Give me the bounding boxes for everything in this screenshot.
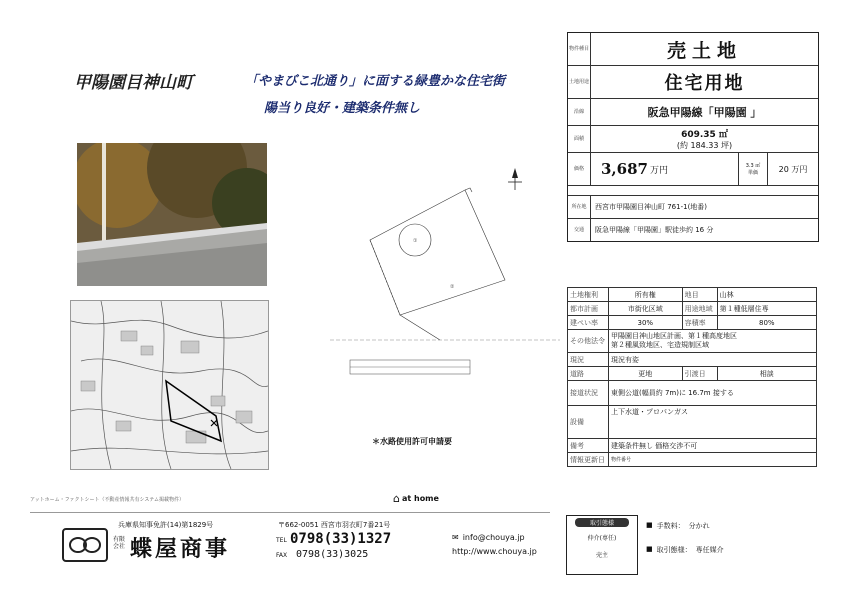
area-tsubo: (約 184.33 坪) xyxy=(676,141,733,150)
tel-number: 0798(33)1327 xyxy=(290,531,392,547)
fee-row xyxy=(646,521,710,531)
unit-price: 20 万円 xyxy=(778,164,808,174)
railway-line: 阪急甲陽線「甲陽園 」 xyxy=(647,106,762,119)
remarks-label: 備考 xyxy=(568,439,609,453)
owner-label: 土地権利 xyxy=(568,288,609,302)
chimoku-label: 地目 xyxy=(682,288,717,302)
transaction-title: 取引態様 xyxy=(575,518,629,527)
chimoku-value: 山林 xyxy=(717,288,816,302)
road-label: 道路 xyxy=(568,367,609,381)
facility-value: 上下水道・プロパンガス xyxy=(609,406,817,439)
location-label: 所在地 xyxy=(568,196,591,218)
square-icon: ■ xyxy=(646,521,653,529)
fee-label: 手数料： xyxy=(656,522,685,530)
location-map xyxy=(70,300,269,470)
yoseki-label: 容積率 xyxy=(682,316,717,330)
headline-2: 「やまびこ北通り」に面する緑豊かな住宅街 xyxy=(245,74,506,89)
update-value: 物件番号 xyxy=(609,453,817,467)
website[interactable]: http://www.chouya.jp xyxy=(452,547,537,556)
athome-text: at home xyxy=(401,494,439,503)
fax-label: FAX xyxy=(276,552,288,559)
company-type: 有限会社 xyxy=(113,536,126,550)
license: 兵庫県知事免許(14)第1829号 xyxy=(118,521,214,529)
price-unit: 万円 xyxy=(649,165,668,176)
athome-logo xyxy=(393,492,439,505)
permit-note: ＊水路使用許可申請要 xyxy=(372,437,452,446)
mode-value: 専任媒介 xyxy=(695,546,724,554)
setback-value: 東側公道(幅員約 7m)に 16.7m 接する xyxy=(609,381,817,406)
source-note: アットホーム・ファクトシート（不動産情報共有システム掲載物件） xyxy=(30,497,185,503)
setback-label: 接道状況 xyxy=(568,381,609,406)
unit-label-2: 単価 xyxy=(747,170,758,176)
update-label: 情報更新日 xyxy=(568,453,609,467)
road-type: 更地 xyxy=(609,367,683,381)
kenpei-label: 建ぺい率 xyxy=(568,316,609,330)
line-label: 沿線 xyxy=(568,99,591,125)
remarks-value: 建築条件無し 価格交渉不可 xyxy=(609,439,817,453)
kind-label: 物件種目 xyxy=(568,33,591,65)
law-label: その他法令 xyxy=(568,330,609,353)
company-logo xyxy=(62,528,108,562)
transaction-line1: 仲介(専任) xyxy=(587,535,617,542)
use-label: 土地用途 xyxy=(568,66,591,98)
mode-label: 取引態様： xyxy=(656,546,692,554)
square-icon: ■ xyxy=(646,545,653,553)
unit-label-1: 3.3 ㎡ xyxy=(745,163,761,169)
delivery-label: 引渡日 xyxy=(682,367,717,381)
city-value: 市街化区域 xyxy=(609,302,683,316)
survey-plan xyxy=(330,140,560,380)
house-icon: ⌂ xyxy=(393,492,400,505)
photo-image xyxy=(77,143,267,286)
butterfly-icon xyxy=(69,536,101,554)
zone-label: 用途地域 xyxy=(682,302,717,316)
property-spec-sheet xyxy=(567,32,819,242)
tel-label: TEL xyxy=(276,537,287,544)
svg-text:②: ② xyxy=(450,284,455,290)
status-label: 現況 xyxy=(568,353,609,367)
transaction-box xyxy=(566,515,638,575)
area-sqm: 609.35 ㎡ xyxy=(681,130,728,140)
yoseki-value: 80% xyxy=(717,316,816,330)
detail-table xyxy=(567,287,817,467)
price-label: 価格 xyxy=(568,153,591,185)
svg-text:①: ① xyxy=(413,238,418,244)
email[interactable] xyxy=(452,533,525,542)
map-image xyxy=(71,301,268,469)
fax-number: 0798(33)3025 xyxy=(296,549,369,560)
headline-3: 陽当り良好・建築条件無し xyxy=(264,101,421,116)
area-label: 面積 xyxy=(568,126,591,152)
status-value: 現況有姿 xyxy=(609,353,817,367)
law-value: 甲陽園目神山地区計画、第１種高度地区 第２種風致地区、宅造規制区域 xyxy=(609,330,817,353)
city-label: 都市計画 xyxy=(568,302,609,316)
traffic-label: 交通 xyxy=(568,219,591,241)
headline-1: 甲陽園目神山町 xyxy=(74,73,193,93)
email-link[interactable]: info@chouya.jp xyxy=(462,533,525,542)
location-value: 西宮市甲陽園目神山町 761-1(地番) xyxy=(595,203,708,211)
kenpei-value: 30% xyxy=(609,316,683,330)
plan-drawing xyxy=(330,140,560,380)
traffic-value: 阪急甲陽線「甲陽園」駅徒歩約 16 分 xyxy=(595,226,714,234)
owner-value: 所有権 xyxy=(609,288,683,302)
company-name: 蝶屋商事 xyxy=(130,537,231,562)
zone-value: 第１種低層住専 xyxy=(717,302,816,316)
mode-row xyxy=(646,545,724,555)
price-value: 3,687 xyxy=(601,160,648,178)
fee-value: 分かれ xyxy=(688,522,710,530)
transaction-line2: 売主 xyxy=(595,552,608,559)
facility-label: 設備 xyxy=(568,406,609,439)
mail-icon: ✉ xyxy=(452,533,459,542)
address: 〒662-0051 西宮市羽衣町7番21号 xyxy=(278,521,391,529)
property-photo xyxy=(77,143,267,286)
land-use: 住宅用地 xyxy=(664,73,745,94)
property-kind: 売土地 xyxy=(666,39,742,62)
delivery-value: 相談 xyxy=(717,367,816,381)
